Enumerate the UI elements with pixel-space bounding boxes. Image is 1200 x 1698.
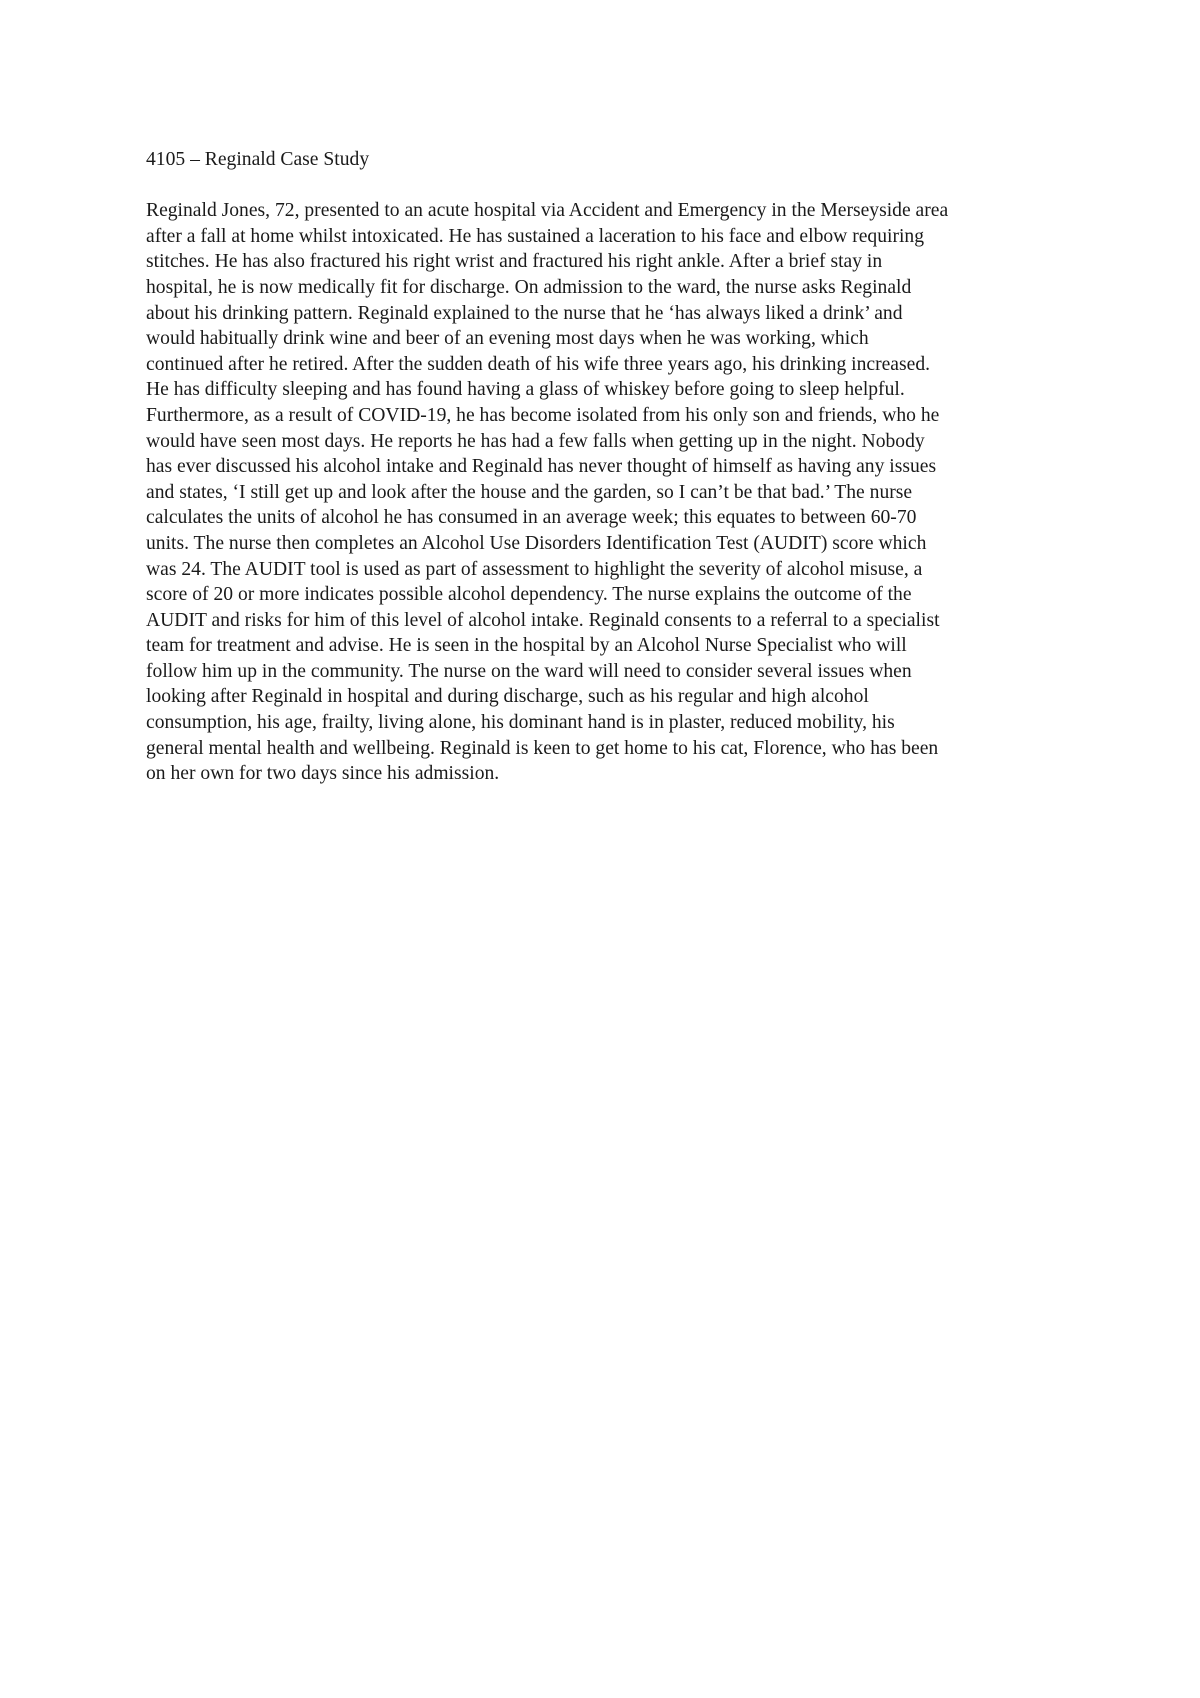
paragraph-line: continued after he retired. After the sudden death of his wife three years ago, his drinking increased.: [146, 353, 931, 375]
paragraph-line: calculates the units of alcohol he has consumed in an average week; this equates to between 60-70: [146, 507, 917, 529]
paragraph-line: units. The nurse then completes an Alcohol Use Disorders Identification Test (AUDIT) score which: [146, 532, 927, 554]
paragraph-line: AUDIT and risks for him of this level of alcohol intake. Reginald consents to a referral to a specialist: [146, 609, 940, 631]
paragraph-line: He has difficulty sleeping and has found having a glass of whiskey before going to sleep helpful.: [146, 379, 905, 401]
paragraph-line: hospital, he is now medically fit for discharge. On admission to the ward, the nurse asks Reginald: [146, 276, 912, 298]
paragraph-line: has ever discussed his alcohol intake and Reginald has never thought of himself as having any issues: [146, 456, 937, 478]
paragraph-line: on her own for two days since his admission.: [146, 763, 500, 785]
paragraph-line: Furthermore, as a result of COVID-19, he has become isolated from his only son and friends, who he: [146, 404, 940, 426]
paragraph-line: general mental health and wellbeing. Reginald is keen to get home to his cat, Florence, who has been: [146, 737, 939, 759]
paragraph-line: would habitually drink wine and beer of an evening most days when he was working, which: [146, 328, 869, 350]
document-title: 4105 – Reginald Case Study: [146, 149, 370, 170]
paragraph-line: looking after Reginald in hospital and during discharge, such as his regular and high alcohol: [146, 686, 869, 708]
paragraph-line: after a fall at home whilst intoxicated. He has sustained a laceration to his face and elbow requiring: [146, 225, 925, 247]
paragraph-line: was 24. The AUDIT tool is used as part of assessment to highlight the severity of alcohol misuse, a: [146, 558, 923, 580]
paragraph-line: score of 20 or more indicates possible alcohol dependency. The nurse explains the outcome of the: [146, 584, 912, 606]
case-study-paragraph: [146, 198, 1066, 787]
paragraph-line: follow him up in the community. The nurse on the ward will need to consider several issues when: [146, 660, 912, 682]
paragraph-line: consumption, his age, frailty, living alone, his dominant hand is in plaster, reduced mobility, his: [146, 712, 895, 734]
paragraph-line: Reginald Jones, 72, presented to an acute hospital via Accident and Emergency in the Merseyside area: [146, 200, 949, 222]
document-body: [146, 147, 1066, 787]
title-spacer: [146, 173, 1066, 199]
paragraph-line: stitches. He has also fractured his right wrist and fractured his right ankle. After a brief stay in: [146, 251, 883, 273]
paragraph-line: about his drinking pattern. Reginald explained to the nurse that he ‘has always liked a drink’ and: [146, 302, 903, 324]
paragraph-line: team for treatment and advise. He is seen in the hospital by an Alcohol Nurse Specialist who will: [146, 635, 907, 657]
paragraph-line: and states, ‘I still get up and look after the house and the garden, so I can’t be that bad.’ The nurse: [146, 481, 913, 503]
paragraph-line: would have seen most days. He reports he has had a few falls when getting up in the night. Nobody: [146, 430, 925, 452]
